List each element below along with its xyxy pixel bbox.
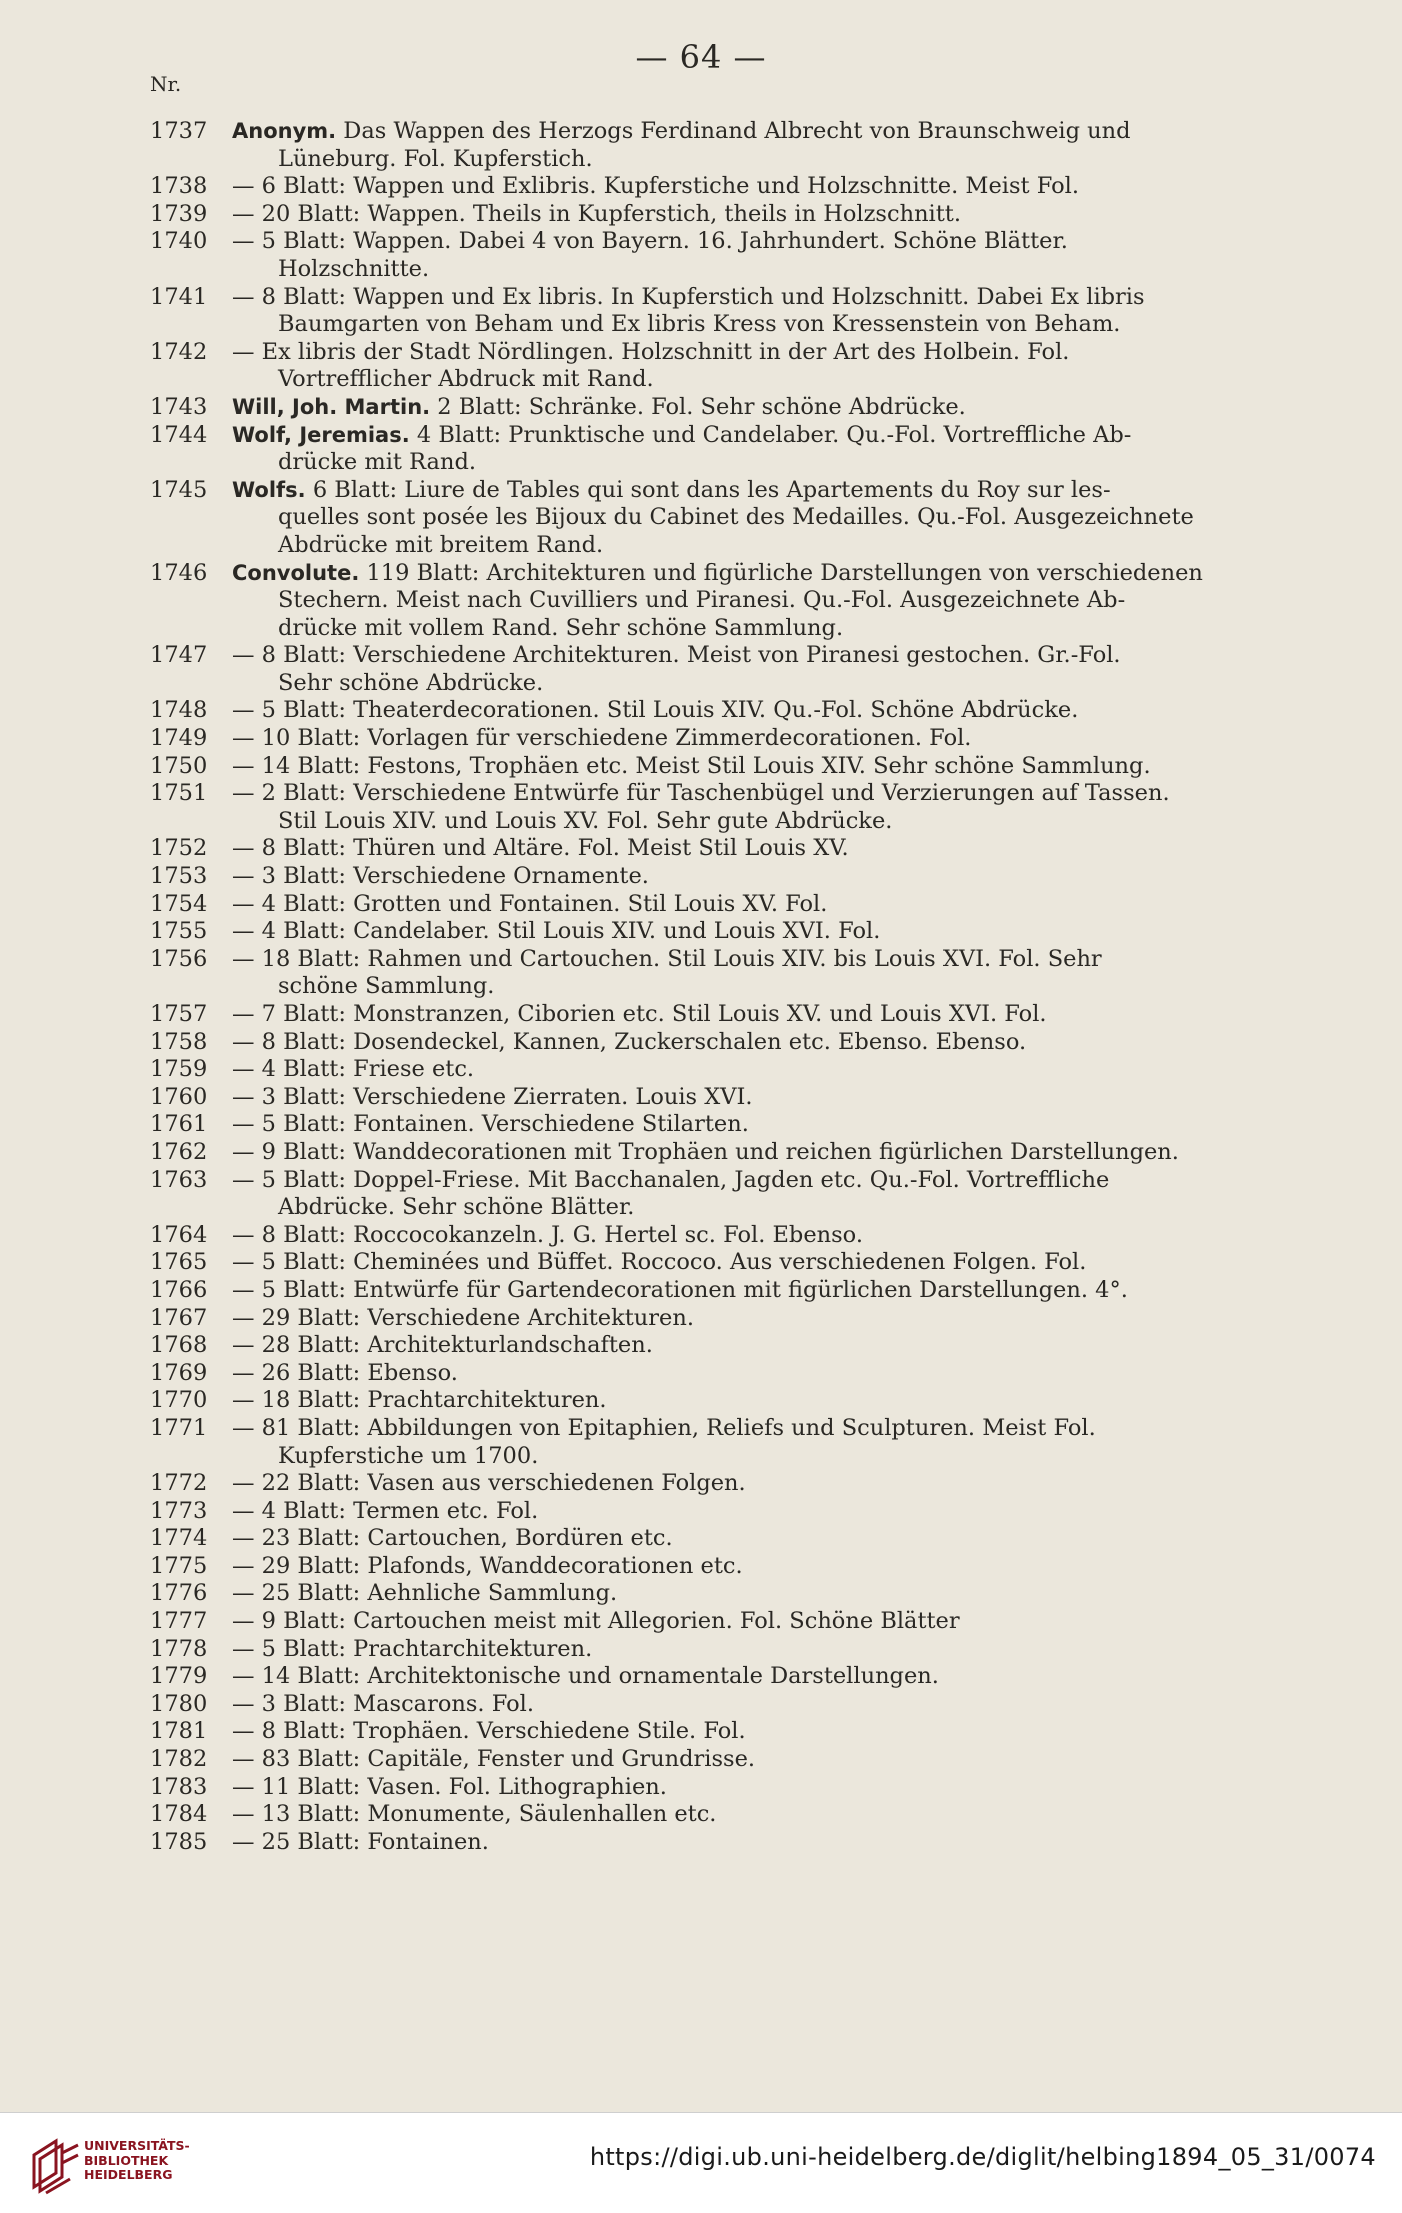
entry-line-text: — 6 Blatt: Wappen und Exlibris. Kupferstiche und Holzschnitte. Meist Fol. — [232, 173, 1079, 200]
entry-number: 1754 — [150, 890, 208, 917]
entry-line — [232, 863, 1292, 891]
entry-line-text: — 18 Blatt: Prachtarchitekturen. — [232, 1387, 607, 1414]
entry-line-text: Lüneburg. Fol. Kupferstich. — [278, 145, 593, 172]
entry-line-text: — 8 Blatt: Trophäen. Verschiedene Stile. Fol. — [232, 1718, 746, 1745]
entry-number: 1753 — [150, 863, 208, 890]
catalog-entry — [0, 697, 1402, 725]
entry-text — [232, 918, 1292, 946]
entry-number: 1773 — [150, 1497, 208, 1524]
catalog-entry — [0, 560, 1402, 643]
catalog-entry — [0, 891, 1402, 919]
catalog-entry — [0, 863, 1402, 891]
catalog-entry — [0, 1829, 1402, 1857]
entry-line — [232, 1332, 1292, 1360]
entry-number: 1769 — [150, 1359, 208, 1386]
entry-number: 1767 — [150, 1304, 208, 1331]
entry-text — [232, 1084, 1292, 1112]
catalog-entry — [0, 1553, 1402, 1581]
entry-number: 1785 — [150, 1828, 208, 1855]
entry-number: 1771 — [150, 1414, 208, 1441]
page-number: — 64 — — [635, 38, 767, 76]
catalog-entry — [0, 642, 1402, 697]
entry-number: 1742 — [150, 338, 208, 365]
entry-line-text: — 5 Blatt: Prachtarchitekturen. — [232, 1635, 593, 1662]
entry-text — [232, 1249, 1292, 1277]
entry-line-text: — 2 Blatt: Verschiedene Entwürfe für Taschenbügel und Verzierungen auf Tassen. — [232, 780, 1170, 807]
entry-text — [232, 1360, 1292, 1388]
entry-text — [232, 725, 1292, 753]
entry-number: 1777 — [150, 1608, 208, 1635]
entry-line-text: 6 Blatt: Liure de Tables qui sont dans les Apartements du Roy sur les- — [312, 476, 1111, 503]
library-name-line: UNIVERSITÄTS- — [84, 2138, 190, 2153]
entry-line — [232, 1029, 1292, 1057]
entry-line-text: Baumgarten von Beham und Ex libris Kress von Kressenstein von Beham. — [278, 311, 1121, 338]
entry-text — [232, 1470, 1292, 1498]
entry-number: 1782 — [150, 1746, 208, 1773]
entry-number: 1737 — [150, 118, 208, 144]
entry-text — [232, 1553, 1292, 1581]
entry-text — [232, 946, 1292, 1001]
catalog-entry — [0, 1029, 1402, 1057]
entry-number: 1758 — [150, 1028, 208, 1055]
catalog-entry — [0, 1387, 1402, 1415]
entry-number: 1783 — [150, 1773, 208, 1800]
entry-text — [232, 394, 1292, 422]
entry-text — [232, 1498, 1292, 1526]
entry-line — [232, 1222, 1292, 1250]
entry-number: 1746 — [150, 559, 208, 586]
catalog-entry — [0, 422, 1402, 477]
entry-line — [232, 1691, 1292, 1719]
entry-line — [232, 1139, 1292, 1167]
entry-number: 1752 — [150, 835, 208, 862]
entry-line-text: — 9 Blatt: Cartouchen meist mit Allegorien. Fol. Schöne Blätter — [232, 1608, 960, 1635]
entry-text — [232, 1774, 1292, 1802]
catalog-entry — [0, 1249, 1402, 1277]
entry-number: 1780 — [150, 1690, 208, 1717]
entry-line-text: — 22 Blatt: Vasen aus verschiedenen Folgen. — [232, 1470, 746, 1497]
entry-line — [232, 1801, 1292, 1829]
catalog-entry — [0, 1801, 1402, 1829]
entry-text — [232, 173, 1292, 201]
catalog-entry — [0, 339, 1402, 394]
entry-line — [232, 1415, 1292, 1443]
entry-line-text: — 14 Blatt: Festons, Trophäen etc. Meist Stil Louis XIV. Sehr schöne Sammlung. — [232, 752, 1151, 779]
entry-line — [232, 1580, 1292, 1608]
catalog-entry — [0, 1001, 1402, 1029]
catalog-entry — [0, 228, 1402, 283]
entry-line-text: — 7 Blatt: Monstranzen, Ciborien etc. Stil Louis XV. und Louis XVI. Fol. — [232, 1001, 1047, 1027]
entry-text — [232, 284, 1292, 339]
entry-number: 1751 — [150, 780, 208, 807]
artist-name: Convolute. — [232, 560, 360, 585]
entry-line — [232, 1360, 1292, 1388]
catalog-entry — [0, 284, 1402, 339]
entry-line — [232, 1663, 1292, 1691]
entry-line — [232, 477, 1292, 505]
entry-line — [232, 560, 1292, 588]
entry-number: 1784 — [150, 1801, 208, 1828]
entry-line — [232, 670, 1292, 698]
entry-text — [232, 835, 1292, 863]
entry-line-text: — 4 Blatt: Candelaber. Stil Louis XIV. und Louis XVI. Fol. — [232, 918, 881, 945]
catalog-entries — [0, 118, 1402, 1856]
library-name — [84, 2139, 190, 2183]
entry-number: 1774 — [150, 1525, 208, 1552]
entry-line — [232, 422, 1292, 450]
entry-number: 1781 — [150, 1718, 208, 1745]
entry-number: 1763 — [150, 1166, 208, 1193]
catalog-entry — [0, 1360, 1402, 1388]
entry-line-text: — 23 Blatt: Cartouchen, Bordüren etc. — [232, 1525, 673, 1552]
entry-line-text: — 5 Blatt: Doppel-Friese. Mit Bacchanalen, Jagden etc. Qu.-Fol. Vortreffliche — [232, 1166, 1110, 1193]
entry-text — [232, 1691, 1292, 1719]
entry-text — [232, 422, 1292, 477]
entry-line-text: 4 Blatt: Prunktische und Candelaber. Qu.-Fol. Vortreffliche Ab- — [416, 421, 1132, 448]
entry-text — [232, 891, 1292, 919]
entry-line-text: — 5 Blatt: Cheminées und Büffet. Roccoco. Aus verschiedenen Folgen. Fol. — [232, 1249, 1087, 1276]
entry-line — [232, 1470, 1292, 1498]
catalog-entry — [0, 1525, 1402, 1553]
entry-line — [232, 1829, 1292, 1857]
entry-number: 1739 — [150, 200, 208, 227]
entry-line-text: quelles sont posée les Bijoux du Cabinet des Medailles. Qu.-Fol. Ausgezeichnete — [278, 504, 1194, 531]
entry-text — [232, 1029, 1292, 1057]
entry-line-text: — 18 Blatt: Rahmen und Cartouchen. Stil Louis XIV. bis Louis XVI. Fol. Sehr — [232, 945, 1102, 972]
entry-number: 1756 — [150, 945, 208, 972]
catalog-entry — [0, 1663, 1402, 1691]
entry-text — [232, 1746, 1292, 1774]
catalog-entry — [0, 477, 1402, 560]
entry-text — [232, 1636, 1292, 1664]
entry-text — [232, 1139, 1292, 1167]
entry-line-text: — 5 Blatt: Wappen. Dabei 4 von Bayern. 16. Jahrhundert. Schöne Blätter. — [232, 228, 1068, 255]
entry-line-text: — 10 Blatt: Vorlagen für verschiedene Zimmerdecorationen. Fol. — [232, 725, 972, 752]
entry-line — [232, 615, 1292, 643]
entry-line — [232, 973, 1292, 1001]
entry-text — [232, 1580, 1292, 1608]
catalog-entry — [0, 918, 1402, 946]
entry-line — [232, 1636, 1292, 1664]
entry-line-text: — 28 Blatt: Architekturlandschaften. — [232, 1332, 653, 1359]
entry-line — [232, 946, 1292, 974]
entry-number: 1779 — [150, 1663, 208, 1690]
catalog-entry — [0, 1691, 1402, 1719]
artist-name: Anonym. — [232, 119, 337, 143]
entry-number: 1755 — [150, 918, 208, 945]
catalog-entry — [0, 725, 1402, 753]
entry-number: 1743 — [150, 393, 208, 420]
entry-line — [232, 256, 1292, 284]
entry-line-text: — 5 Blatt: Theaterdecorationen. Stil Louis XIV. Qu.-Fol. Schöne Abdrücke. — [232, 697, 1079, 724]
entry-line-text: — 81 Blatt: Abbildungen von Epitaphien, Reliefs und Sculpturen. Meist Fol. — [232, 1414, 1096, 1441]
entry-line — [232, 780, 1292, 808]
footer-bar — [0, 2112, 1402, 2213]
catalog-entry — [0, 946, 1402, 1001]
library-name-line: HEIDELBERG — [84, 2167, 173, 2182]
entry-line-text: Stechern. Meist nach Cuvilliers und Piranesi. Qu.-Fol. Ausgezeichnete Ab- — [278, 587, 1126, 614]
entry-line — [232, 1443, 1292, 1471]
entry-line — [232, 1718, 1292, 1746]
entry-number: 1764 — [150, 1221, 208, 1248]
entry-number: 1762 — [150, 1138, 208, 1165]
entry-number: 1741 — [150, 283, 208, 310]
entry-line — [232, 449, 1292, 477]
entry-line-text: — 11 Blatt: Vasen. Fol. Lithographien. — [232, 1773, 667, 1800]
entry-line — [232, 1553, 1292, 1581]
entry-line-text: drücke mit Rand. — [278, 449, 476, 476]
entry-line — [232, 1746, 1292, 1774]
artist-name: Wolfs. — [232, 477, 306, 502]
entry-line-text: — 83 Blatt: Capitäle, Fenster und Grundrisse. — [232, 1746, 756, 1773]
entry-line-text: — 8 Blatt: Verschiedene Architekturen. Meist von Piranesi gestochen. Gr.-Fol. — [232, 642, 1121, 669]
catalog-entry — [0, 173, 1402, 201]
entry-line-text: — 4 Blatt: Termen etc. Fol. — [232, 1497, 539, 1524]
entry-text — [232, 560, 1292, 643]
entry-line-text: — 3 Blatt: Verschiedene Ornamente. — [232, 863, 649, 890]
catalog-entry — [0, 1774, 1402, 1802]
entry-line — [232, 918, 1292, 946]
entry-line-text: — 20 Blatt: Wappen. Theils in Kupferstich, theils in Holzschnitt. — [232, 200, 961, 227]
entry-line-text: Vortrefflicher Abdruck mit Rand. — [278, 366, 654, 393]
entry-text — [232, 118, 1292, 173]
entry-line-text: 2 Blatt: Schränke. Fol. Sehr schöne Abdrücke. — [437, 393, 966, 420]
entry-text — [232, 1305, 1292, 1333]
entry-line-text: Das Wappen des Herzogs Ferdinand Albrecht von Braunschweig und — [343, 118, 1131, 144]
entry-line-text: — 8 Blatt: Roccocokanzeln. J. G. Hertel sc. Fol. Ebenso. — [232, 1221, 863, 1248]
entry-number: 1772 — [150, 1470, 208, 1497]
entry-line-text: — 3 Blatt: Mascarons. Fol. — [232, 1690, 535, 1717]
entry-line-text: — 5 Blatt: Entwürfe für Gartendecorationen mit figürlichen Darstellungen. 4°. — [232, 1276, 1128, 1303]
entry-line — [232, 753, 1292, 781]
catalog-entry — [0, 1498, 1402, 1526]
catalog-entry — [0, 1332, 1402, 1360]
entry-line — [232, 1249, 1292, 1277]
entry-line — [232, 1056, 1292, 1084]
entry-line — [232, 146, 1292, 174]
entry-number: 1768 — [150, 1332, 208, 1359]
library-name-line: BIBLIOTHEK — [84, 2152, 169, 2168]
entry-line — [232, 697, 1292, 725]
entry-text — [232, 1801, 1292, 1829]
entry-text — [232, 1111, 1292, 1139]
entry-text — [232, 1718, 1292, 1746]
entry-line — [232, 284, 1292, 312]
artist-name: Wolf, Jeremias. — [232, 422, 410, 447]
entry-line-text: — 13 Blatt: Monumente, Säulenhallen etc. — [232, 1801, 717, 1828]
entry-line-text: — 29 Blatt: Verschiedene Architekturen. — [232, 1304, 695, 1331]
entry-line — [232, 835, 1292, 863]
catalog-entry — [0, 1111, 1402, 1139]
entry-text — [232, 863, 1292, 891]
entry-text — [232, 228, 1292, 283]
entry-text — [232, 1332, 1292, 1360]
entry-line — [232, 1001, 1292, 1029]
entry-line-text: — 14 Blatt: Architektonische und ornamentale Darstellungen. — [232, 1663, 939, 1690]
source-url-link[interactable]: https://digi.ub.uni-heidelberg.de/diglit/helbing1894_05_31/0074 — [589, 2143, 1376, 2171]
entry-number: 1778 — [150, 1635, 208, 1662]
entry-line-text: Abdrücke mit breitem Rand. — [278, 531, 604, 558]
entry-number: 1749 — [150, 725, 208, 752]
entry-line-text: — 4 Blatt: Friese etc. — [232, 1056, 475, 1083]
catalog-entry — [0, 1139, 1402, 1167]
entry-line-text: — 8 Blatt: Dosendeckel, Kannen, Zuckerschalen etc. Ebenso. Ebenso. — [232, 1028, 1027, 1055]
catalog-entry — [0, 1222, 1402, 1250]
catalog-entry — [0, 753, 1402, 781]
entry-text — [232, 1277, 1292, 1305]
entry-number: 1747 — [150, 642, 208, 669]
entry-line — [232, 311, 1292, 339]
entry-line — [232, 1167, 1292, 1195]
entry-line — [232, 201, 1292, 229]
catalog-entry — [0, 1084, 1402, 1112]
entry-number: 1760 — [150, 1083, 208, 1110]
entry-line — [232, 366, 1292, 394]
entry-line — [232, 1084, 1292, 1112]
entry-number: 1748 — [150, 697, 208, 724]
entry-line-text: — Ex libris der Stadt Nördlingen. Holzschnitt in der Art des Holbein. Fol. — [232, 338, 1070, 365]
entry-line — [232, 1387, 1292, 1415]
entry-number: 1765 — [150, 1249, 208, 1276]
entry-number: 1770 — [150, 1387, 208, 1414]
entry-text — [232, 1829, 1292, 1857]
entry-line-text: 119 Blatt: Architekturen und figürliche Darstellungen von verschiedenen — [366, 559, 1203, 586]
entry-line-text: — 25 Blatt: Fontainen. — [232, 1828, 489, 1855]
entry-text — [232, 201, 1292, 229]
entry-number: 1750 — [150, 752, 208, 779]
catalog-entry — [0, 1636, 1402, 1664]
entry-line-text: schöne Sammlung. — [278, 973, 495, 1000]
entry-text — [232, 1415, 1292, 1470]
entry-text — [232, 1525, 1292, 1553]
entry-line-text: — 29 Blatt: Plafonds, Wanddecorationen etc. — [232, 1552, 743, 1579]
catalog-entry — [0, 1277, 1402, 1305]
entry-line-text: — 8 Blatt: Thüren und Altäre. Fol. Meist Stil Louis XV. — [232, 835, 849, 862]
entry-text — [232, 1663, 1292, 1691]
entry-line — [232, 891, 1292, 919]
entry-number: 1761 — [150, 1111, 208, 1138]
catalog-entry — [0, 1580, 1402, 1608]
entry-line-text: drücke mit vollem Rand. Sehr schöne Sammlung. — [278, 614, 844, 641]
catalog-entry — [0, 118, 1402, 173]
entry-line — [232, 1194, 1292, 1222]
entry-line — [232, 1277, 1292, 1305]
entry-text — [232, 477, 1292, 560]
entry-number: 1740 — [150, 228, 208, 255]
entry-number: 1757 — [150, 1001, 208, 1027]
entry-text — [232, 697, 1292, 725]
nr-column-label: Nr. — [150, 72, 182, 96]
entry-line — [232, 394, 1292, 422]
catalog-entry — [0, 1470, 1402, 1498]
catalog-entry — [0, 1746, 1402, 1774]
entry-line-text: Sehr schöne Abdrücke. — [278, 669, 544, 696]
entry-line — [232, 1111, 1292, 1139]
entry-number: 1766 — [150, 1276, 208, 1303]
entry-line — [232, 808, 1292, 836]
library-logo-icon — [26, 2133, 86, 2195]
entry-line-text: — 8 Blatt: Wappen und Ex libris. In Kupferstich und Holzschnitt. Dabei Ex libris — [232, 283, 1145, 310]
catalog-entry — [0, 835, 1402, 863]
entry-text — [232, 1387, 1292, 1415]
entry-number: 1738 — [150, 173, 208, 200]
entry-text — [232, 642, 1292, 697]
entry-line — [232, 173, 1292, 201]
entry-line-text: — 5 Blatt: Fontainen. Verschiedene Stilarten. — [232, 1111, 749, 1138]
entry-number: 1744 — [150, 421, 208, 448]
entry-text — [232, 1222, 1292, 1250]
artist-name: Will, Joh. Martin. — [232, 394, 431, 419]
entry-line — [232, 725, 1292, 753]
entry-line-text: Stil Louis XIV. und Louis XV. Fol. Sehr gute Abdrücke. — [278, 807, 893, 834]
entry-line — [232, 642, 1292, 670]
entry-line — [232, 228, 1292, 256]
entry-line-text: — 4 Blatt: Grotten und Fontainen. Stil Louis XV. Fol. — [232, 890, 828, 917]
catalog-entry — [0, 1305, 1402, 1333]
entry-text — [232, 1608, 1292, 1636]
entry-line — [232, 1608, 1292, 1636]
catalog-entry — [0, 1056, 1402, 1084]
entry-line — [232, 339, 1292, 367]
entry-line — [232, 1525, 1292, 1553]
catalog-entry — [0, 1167, 1402, 1222]
entry-text — [232, 1001, 1292, 1029]
entry-number: 1745 — [150, 476, 208, 503]
entry-number: 1775 — [150, 1552, 208, 1579]
entry-line — [232, 1498, 1292, 1526]
catalog-entry — [0, 1718, 1402, 1746]
catalog-entry — [0, 780, 1402, 835]
catalog-entry — [0, 201, 1402, 229]
entry-number: 1776 — [150, 1580, 208, 1607]
catalog-entry — [0, 1608, 1402, 1636]
entry-line — [232, 1305, 1292, 1333]
entry-line-text: — 25 Blatt: Aehnliche Sammlung. — [232, 1580, 618, 1607]
entry-line — [232, 532, 1292, 560]
catalog-entry — [0, 394, 1402, 422]
entry-text — [232, 1167, 1292, 1222]
entry-line-text: Abdrücke. Sehr schöne Blätter. — [278, 1194, 635, 1221]
entry-text — [232, 753, 1292, 781]
entry-line — [232, 587, 1292, 615]
entry-line-text: — 9 Blatt: Wanddecorationen mit Trophäen und reichen figürlichen Darstellungen. — [232, 1138, 1179, 1165]
entry-line-text: Kupferstiche um 1700. — [278, 1442, 539, 1469]
entry-number: 1759 — [150, 1056, 208, 1083]
entry-line — [232, 1774, 1292, 1802]
entry-line — [232, 504, 1292, 532]
entry-line-text: — 3 Blatt: Verschiedene Zierraten. Louis XVI. — [232, 1083, 753, 1110]
entry-text — [232, 1056, 1292, 1084]
entry-line-text: Holzschnitte. — [278, 255, 430, 282]
catalog-entry — [0, 1415, 1402, 1470]
entry-text — [232, 780, 1292, 835]
entry-text — [232, 339, 1292, 394]
entry-line-text: — 26 Blatt: Ebenso. — [232, 1359, 458, 1386]
entry-line — [232, 118, 1292, 146]
